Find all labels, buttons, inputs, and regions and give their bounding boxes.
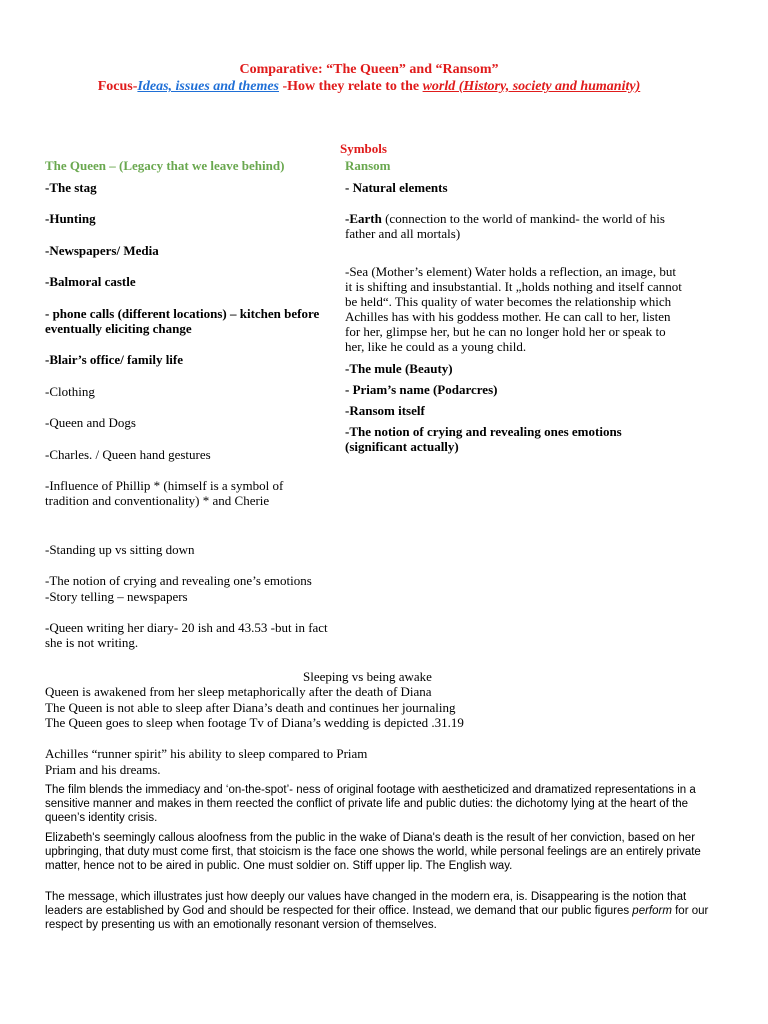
list-item: -Blair’s office/ family life bbox=[45, 352, 184, 367]
paragraph-text: for our respect by presenting us with an emotionally resonant version of themselves. bbox=[45, 905, 709, 931]
sleep-line: The Queen goes to sleep when footage Tv of Diana’s wedding is depicted .31.19 bbox=[45, 715, 464, 730]
focus-middle: -How they relate to the bbox=[279, 79, 423, 94]
right-column-heading: Ransom bbox=[345, 158, 391, 173]
list-item: -The stag bbox=[45, 180, 97, 195]
list-item bbox=[345, 211, 690, 241]
paragraph: Elizabeth's seemingly callous aloofness from the public in the wake of Diana's death is the result of her conviction, based on her upbringing, that duty must come first, that stoicism is the face one shows the world, while personal feelings are an entirely private matter, hence not to be aired in public. One must soldier on. Stiff upper lip. The English way. bbox=[45, 832, 701, 872]
list-item: -Queen and Dogs bbox=[45, 415, 136, 430]
sleep-line: The Queen is not able to sleep after Diana’s death and continues her journaling bbox=[45, 700, 456, 715]
list-item: - Priam’s name (Podarcres) bbox=[345, 382, 498, 397]
paragraph: The film blends the immediacy and ‘on-the-spot’- ness of original footage with aestheticized and dramatized representations in a sensitive manner and makes in them reected the conflict of private life and public duties: the dichotomy lying at the heart of the queen’s identity crisis. bbox=[45, 784, 696, 824]
focus-line bbox=[0, 79, 738, 95]
list-item: -Balmoral castle bbox=[45, 274, 136, 289]
focus-prefix: Focus- bbox=[97, 79, 138, 94]
list-item: -Hunting bbox=[45, 211, 96, 226]
sleep-heading: Sleeping vs being awake bbox=[303, 669, 432, 684]
paragraph-text: The message, which illustrates just how deeply our values have changed in the modern era, is. Disappearing is the notion that leaders are established by God and should be respected for their office. Instead, we demand that our public figures bbox=[45, 891, 687, 917]
focus-world: world (History, society and humanity) bbox=[422, 79, 641, 94]
list-item: -The notion of crying and revealing ones emotions (significant actually) bbox=[345, 424, 622, 454]
list-item: -Queen writing her diary- 20 ish and 43.53 -but in fact she is not writing. bbox=[45, 620, 328, 650]
sleep-line: Priam and his dreams. bbox=[45, 762, 161, 777]
earth-text: (connection to the world of mankind- the world of his father and all mortals) bbox=[345, 211, 665, 241]
sleep-line: Queen is awakened from her sleep metaphorically after the death of Diana bbox=[45, 684, 432, 699]
list-item: -Standing up vs sitting down bbox=[45, 542, 195, 557]
left-column-heading: The Queen – (Legacy that we leave behind) bbox=[45, 158, 285, 173]
list-item: -Ransom itself bbox=[345, 403, 425, 418]
paragraph bbox=[45, 890, 721, 932]
list-item: - Natural elements bbox=[345, 180, 448, 195]
list-item: -Charles. / Queen hand gestures bbox=[45, 447, 211, 462]
list-item: -Sea (Mother’s element) Water holds a reflection, an image, but it is shifting and insubstantial. It „holds nothing and itself cannot be held“. This quality of water becomes the relationship which Achilles has with his goddess mother. He can call to her, listen for her, glimpse her, but he can no longer hold her or speak to her, like he could as a young child. bbox=[345, 264, 682, 354]
list-item: -Story telling – newspapers bbox=[45, 589, 188, 604]
list-item: -Influence of Phillip * (himself is a symbol of tradition and conventionality) * and Cherie bbox=[45, 478, 284, 508]
document-title: Comparative: “The Queen” and “Ransom” bbox=[239, 62, 499, 77]
symbols-heading: Symbols bbox=[340, 141, 387, 156]
list-item: -The notion of crying and revealing one’s emotions bbox=[45, 573, 312, 588]
earth-label: -Earth bbox=[345, 211, 382, 226]
list-item: -Clothing bbox=[45, 384, 95, 399]
sleep-line: Achilles “runner spirit” his ability to sleep compared to Priam bbox=[45, 746, 368, 761]
focus-link[interactable]: Ideas, issues and themes bbox=[137, 79, 279, 94]
paragraph-emphasis: perform bbox=[632, 905, 672, 917]
list-item: - phone calls (different locations) – kitchen before eventually eliciting change bbox=[45, 306, 320, 336]
list-item: -Newspapers/ Media bbox=[45, 243, 159, 258]
list-item: -The mule (Beauty) bbox=[345, 361, 453, 376]
